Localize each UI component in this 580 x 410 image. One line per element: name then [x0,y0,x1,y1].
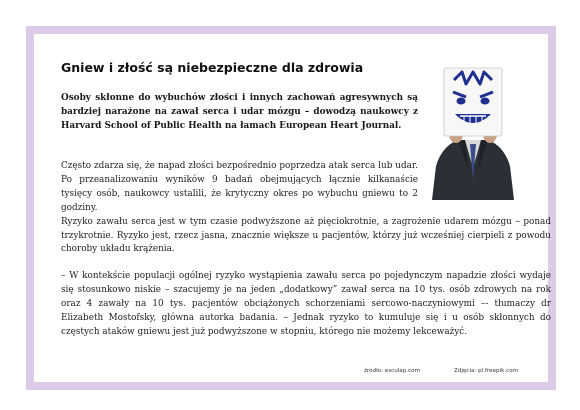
body-paragraph-2: – W kontekście populacji ogólnej ryzyko wystąpienia zawału serca po pojedynczym napadzie złości wydaje się stosunkowo niskie – szacujemy je na jeden „dodatkowy” zawał serca na 10 tys. osób zdrowych na rok oraz 4 zawały na 10 tys. pacjentów obciążonych schorzeniami sercowo-naczyniowymi –- tłumaczy dr Elizabeth Mostofsky, główna autorka badania. – Jednak ryzyko to kumuluje się i u osób skłonnych do częstych ataków gniewu jest już podwyższone w stopniu, którego nie możemy lekceważyć. [61,271,551,337]
body-paragraph-1-wide: Ryzyko zawału serca jest w tym czasie podwyższone aż pięciokrotnie, a zagrożenie udarem mózgu – ponad trzykrotnie. Ryzyko jest, rzecz jasna, znacznie większe u pacjentów, którzy już wcześniej cierpieli z powodu choroby układu krążenia. [61,216,551,255]
poster-frame [26,26,556,390]
body-paragraph-1-narrow: Często zdarza się, że napad złości bezpośrednio poprzedza atak serca lub udar. Po przeanalizowaniu wyników 9 badań obejmujących łącznie kilkanaście tysięcy osób, naukowcy ustalili, że krytyczny okres po wybuchu gniewu to 2 godziny. [61,161,418,213]
body-paragraph-1 [61,160,551,257]
article-title: Gniew i złość są niebezpieczne dla zdrowia [61,60,364,75]
source-credit: źródło: esculap.com [364,368,420,374]
photo-credit: Zdjęcia: pl.freepik.com [454,368,519,374]
lead-paragraph: Osoby skłonne do wybuchów złości i innych zachowań agresywnych są bardziej narażone na zawał serca i udar mózgu – dowodzą naukowcy z Harvard School of Public Health na łamach European Heart Journal. [61,93,418,131]
